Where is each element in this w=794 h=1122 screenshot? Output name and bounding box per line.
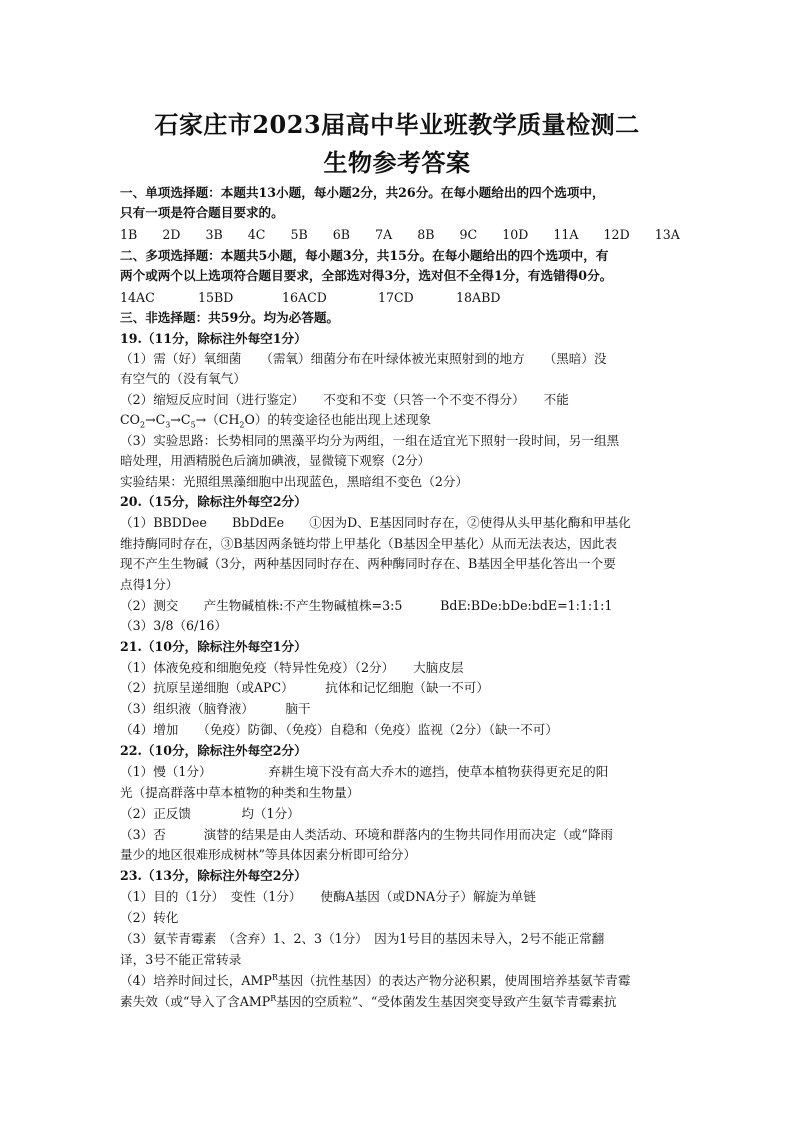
answer-14: 14AC [120, 290, 155, 305]
answer-16: 16ACD [282, 290, 327, 305]
q23-line6: 素失效（或“导入了含$AMP^R$基因的空质粒”、“受体菌发生基因突变导致产生氨苄青霉素抗 [120, 993, 617, 1009]
section2-heading-line2: 两个或两个以上选项符合题目要求，全部选对得3分，选对但不全得1分，有选错得0分。 [120, 268, 613, 283]
q19-line7: 实验结果：光照组黑藻细胞中出现蓝色，黑暗组不变色（2分） [120, 474, 469, 489]
q22-heading: 22.（10分，除标注外每空2分） [120, 743, 307, 758]
q19-line4: $CO_2\to C_3\to C_5\to(CH_2O)$的转变途径也能出现上述现象 [120, 412, 432, 430]
page-title: 石家庄市2023届高中毕业班教学质量检测二 [154, 110, 640, 139]
answer-3: 3B [205, 227, 223, 242]
q20-line4: 点得1分） [120, 577, 179, 592]
q23-heading: 23.（13分，除标注外每空2分） [120, 868, 307, 883]
q22-line3: （2）正反馈 均（1分） [120, 806, 300, 821]
answer-9: 9C [459, 227, 478, 242]
q19-line6: 暗处理，用酒精脱色后滴加碘液，显微镜下观察（2分） [120, 453, 431, 468]
answer-15: 15BD [198, 290, 234, 305]
answer-7: 7A [375, 227, 393, 242]
answer-11: 11A [553, 227, 579, 242]
q23-line2: （2）转化 [120, 910, 179, 925]
section2-heading-line1: 二、多项选择题：本题共5小题，每小题3分，共15分。在每小题给出的四个选项中，有 [120, 248, 609, 263]
q22-line2: 光（提高群落中草本植物的种类和生物量） [120, 785, 360, 800]
answer-6: 6B [332, 227, 351, 242]
answer-5: 5B [290, 227, 308, 242]
q23-line1: （1）目的（1分） 变性（1分） 使酶A基因（或DNA分子）解旋为单链 [120, 889, 536, 904]
answer-2: 2D [162, 227, 181, 242]
q19-line3: （2）缩短反应时间（进行鉴定） 不变和不变（只答一个不变不得分） 不能 [120, 392, 569, 407]
section2-answers [120, 289, 680, 307]
q20-line6: （3）3/8（6/16） [120, 618, 227, 633]
answer-12: 12D [603, 227, 630, 242]
q21-line2: （2）抗原呈递细胞（或APC） 抗体和记忆细胞（缺一不可） [120, 680, 489, 695]
q19-line1: （1）需（好）氧细菌 （需氧）细菌分布在叶绿体被光束照射到的地方 （黑暗）没 [120, 351, 607, 366]
q20-line3: 现不产生生物碱（3分，两种基因同时存在、两种酶同时存在、B基因全甲基化答出一个要 [120, 556, 616, 571]
q21-line4: （4）增加 （免疫）防御、（免疫）自稳和（免疫）监视（2分）（缺一不可） [120, 722, 558, 737]
q20-line1: （1）BBDDee BbDdEe ①因为D、E基因同时存在，②使得从头甲基化酶和甲基化 [120, 515, 631, 530]
answer-13: 13A [654, 227, 680, 242]
q21-line1: （1）体液免疫和细胞免疫（特异性免疫）（2分） 大脑皮层 [120, 660, 464, 675]
section1-answers [120, 226, 680, 244]
answer-1: 1B [120, 227, 138, 242]
q19-line5: （3）实验思路：长势相同的黑藻平均分为两组，一组在适宜光下照射一段时间，另一组黑 [120, 433, 620, 448]
answer-17: 17CD [378, 290, 414, 305]
q20-heading: 20.（15分，除标注外每空2分） [120, 494, 307, 509]
q22-line4: （3）否 演替的结果是由人类活动、环境和群落内的生物共同作用而决定（或“降雨 [120, 827, 614, 842]
q23-line5: （4）培养时间过长，$AMP^R$基因（抗性基因）的表达产物分泌积累，使周围培养基氨苄青霉 [120, 972, 631, 988]
q22-line5: 量少的地区很难形成树林”等具体因素分析即可给分） [120, 847, 417, 862]
q19-heading: 19.（11分，除标注外每空1分） [120, 331, 307, 346]
answer-4: 4C [247, 227, 266, 242]
q19-line2: 有空气的（没有氧气） [120, 371, 246, 386]
answer-10: 10D [502, 227, 529, 242]
q21-line3: （3）组织液（脑脊液） 脑干 [120, 701, 311, 716]
q22-line1: （1）慢（1分） 弃耕生境下没有高大乔木的遮挡，使草本植物获得更充足的阳 [120, 764, 609, 779]
q23-line4: 译，3号不能正常转录 [120, 952, 242, 967]
section1-heading-line1: 一、单项选择题：本题共13小题，每小题2分，共26分。在每小题给出的四个选项中， [120, 185, 605, 200]
q20-line5: （2）测交 产生物碱植株:不产生物碱植株=3:5 BdE:BDe:bDe:bdE=1:1:1:1 [120, 598, 613, 613]
page-subtitle: 生物参考答案 [323, 148, 471, 177]
q21-heading: 21.（10分，除标注外每空1分） [120, 639, 307, 654]
answer-8: 8B [417, 227, 435, 242]
q23-line3: （3）氨苄青霉素 （含弃）1、2、3（1分） 因为1号目的基因未导入，2号不能正常翻 [120, 931, 605, 946]
q20-line2: 维持酶同时存在，③B基因两条链均带上甲基化（B基因全甲基化）从而无法表达，因此表 [120, 536, 618, 551]
section1-heading-line2: 只有一项是符合题目要求的。 [120, 205, 284, 220]
answer-18: 18ABD [456, 290, 501, 305]
section3-heading: 三、非选择题：共59分。均为必答题。 [120, 310, 340, 325]
